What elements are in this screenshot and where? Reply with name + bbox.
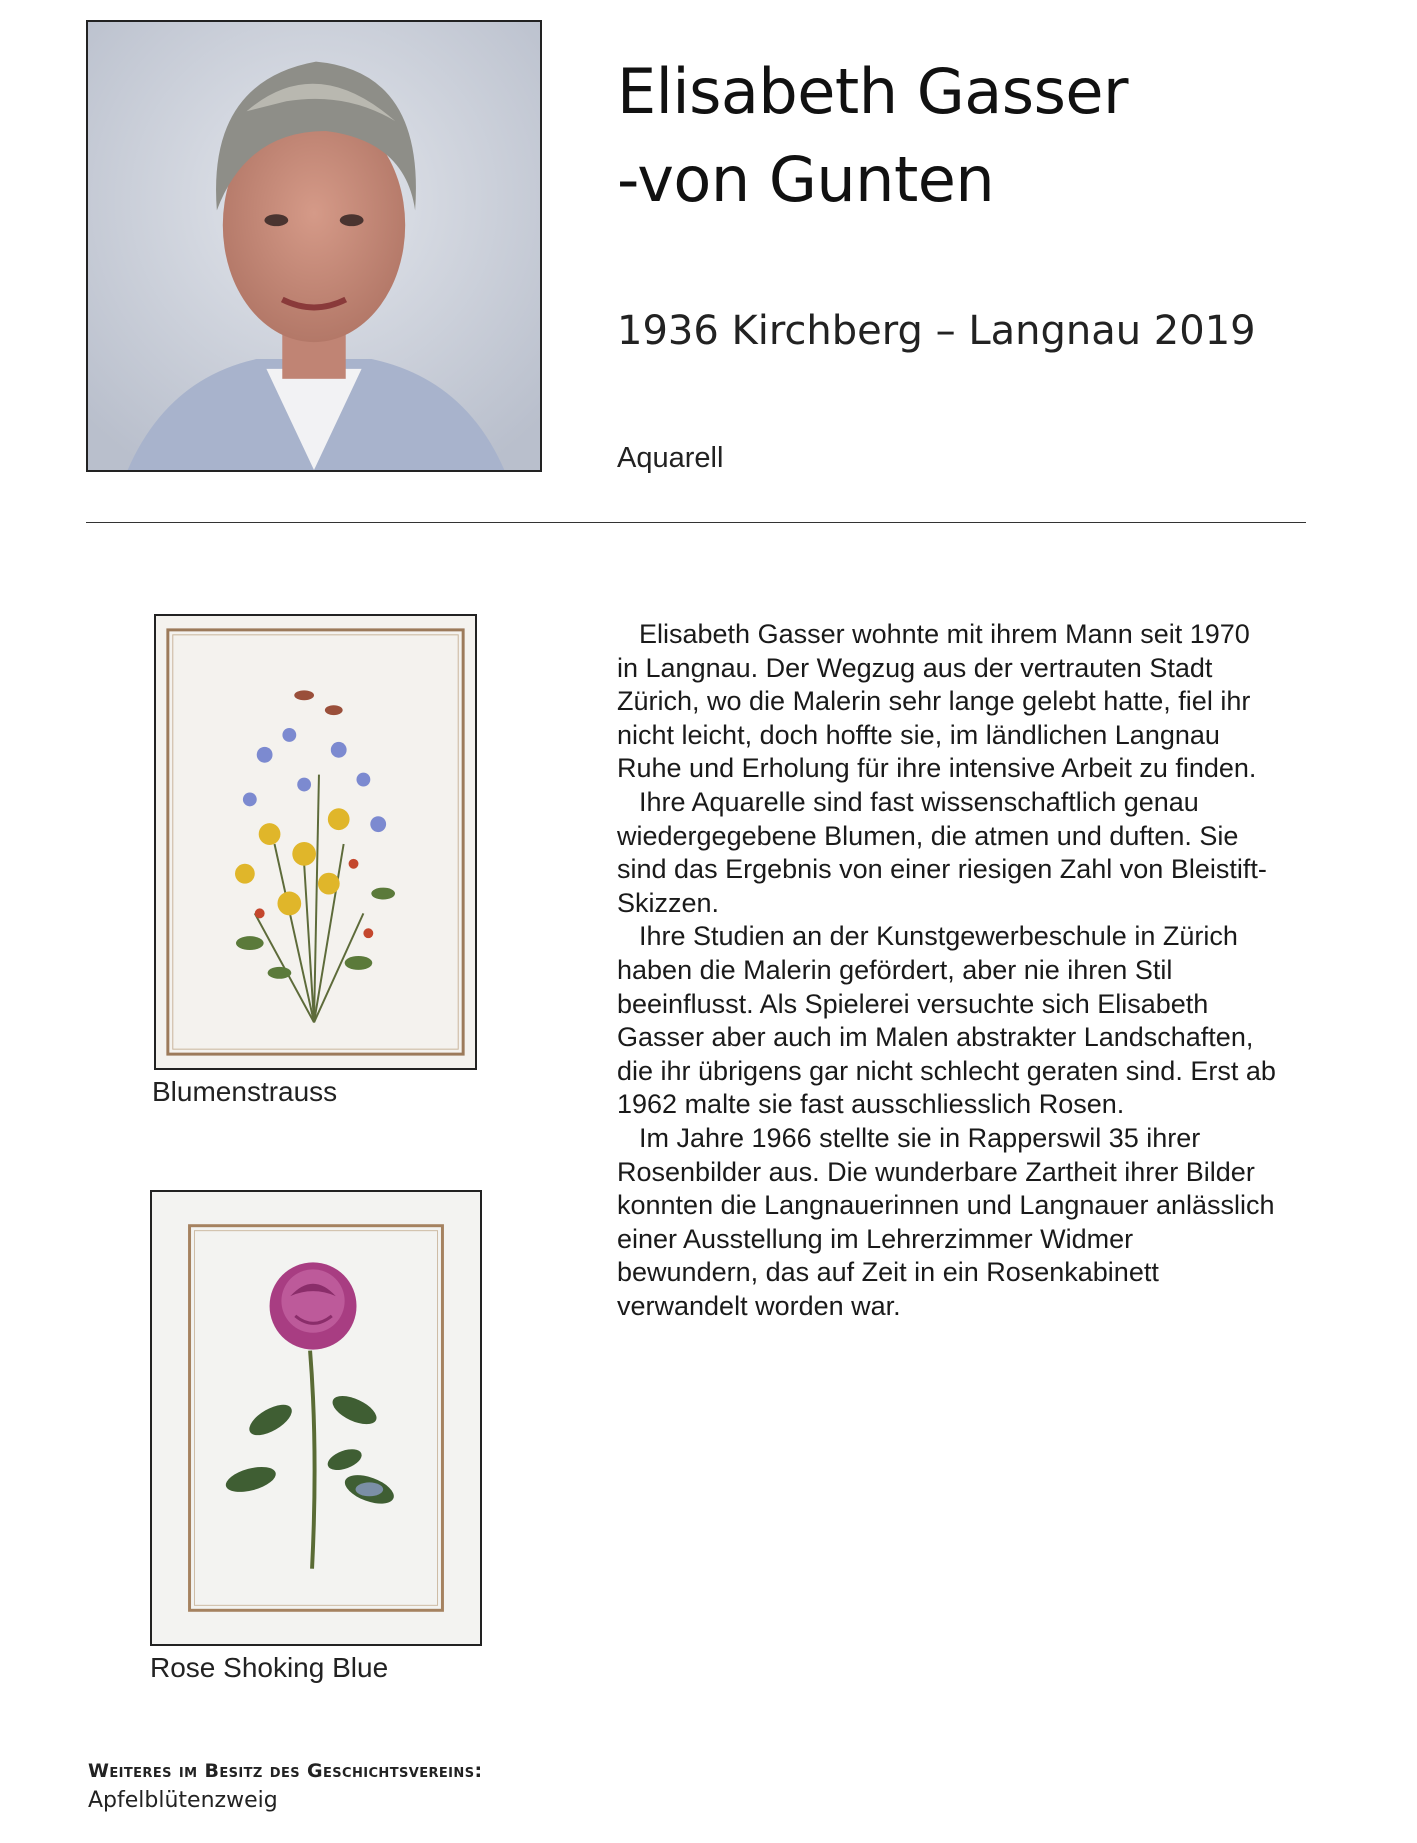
- artwork-blumenstrauss: [154, 614, 477, 1070]
- life-dates: 1936 Kirchberg – Langnau 2019: [617, 308, 1256, 354]
- technique: Aquarell: [617, 442, 724, 474]
- footer-heading: Weiteres im Besitz des Geschichtsvereins:: [88, 1760, 483, 1782]
- biography-paragraph: Im Jahre 1966 stellte sie in Rapperswil 35 ihrer Rosenbilder aus. Die wunderbare Zartheit ihrer Bilder konnten die Langnauerinnen und Langnauer anlässlich einer Ausstellung im Lehrerzimmer Widmer bewundern, das auf Zeit in ein Rosenkabinett verwandelt worden war.: [617, 1122, 1275, 1321]
- biography-paragraph: Ihre Aquarelle sind fast wissenschaftlich genau wiedergegebene Blumen, die atmen und duften. Sie sind das Ergebnis von einer riesigen Zahl von Bleistift-Skizzen.: [617, 786, 1267, 918]
- artwork-rose: [150, 1190, 482, 1646]
- biography-paragraph: Ihre Studien an der Kunstgewerbeschule in Zürich haben die Malerin gefördert, aber nie ihren Stil beeinflusst. Als Spielerei versuchte sich Elisabeth Gasser aber auch im Malen abstrakter Landschaften, die ihr übrigens gar nicht schlecht geraten sind. Erst ab 1962 malte sie fast ausschliesslich Rosen.: [617, 921, 1276, 1120]
- caption-blumenstrauss: Blumenstrauss: [152, 1076, 338, 1107]
- artist-name-line2: -von Gunten: [617, 143, 995, 216]
- artist-name: [617, 48, 1128, 224]
- biography: [617, 618, 1277, 1323]
- biography-paragraph: Elisabeth Gasser wohnte mit ihrem Mann seit 1970 in Langnau. Der Wegzug aus der vertrauten Stadt Zürich, wo die Malerin sehr lange gelebt hatte, fiel ihr nicht leicht, doch hoffte sie, im ländlichen Langnau Ruhe und Erholung für ihre intensive Arbeit zu finden.: [617, 619, 1257, 784]
- portrait-photo: [86, 20, 542, 472]
- footer-item: Apfelblütenzweig: [88, 1788, 278, 1813]
- caption-rose: Rose Shoking Blue: [150, 1652, 389, 1683]
- divider: [86, 522, 1306, 523]
- artist-name-line1: Elisabeth Gasser: [617, 55, 1129, 128]
